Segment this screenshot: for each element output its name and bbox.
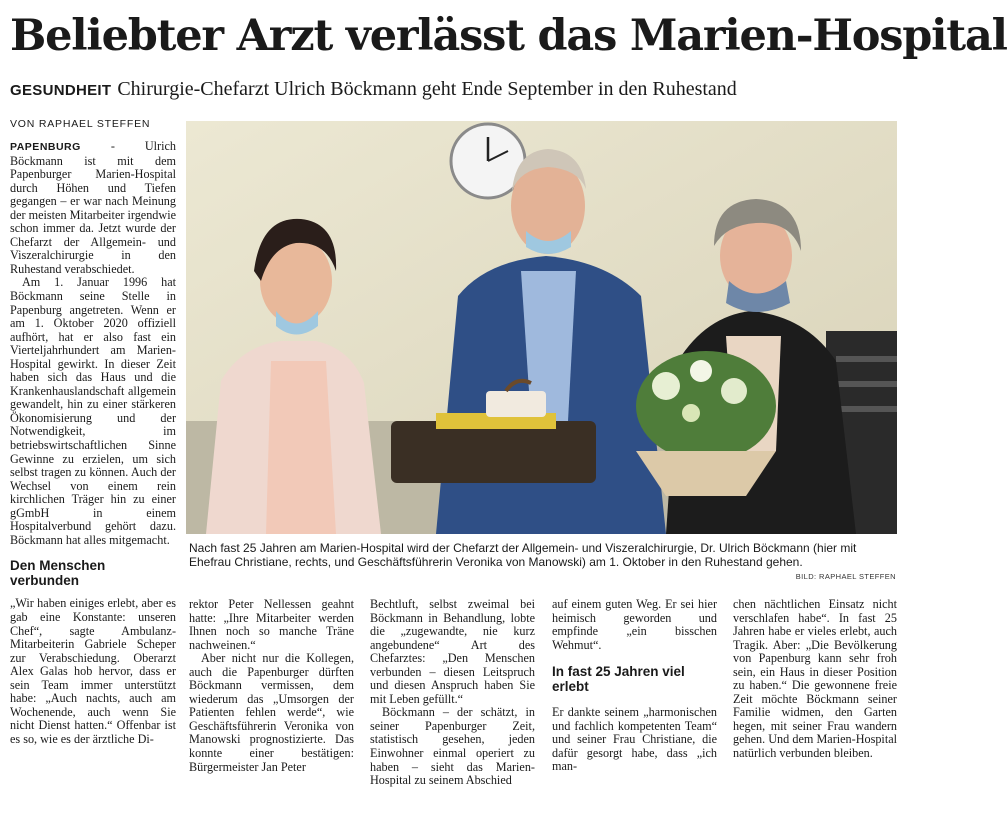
byline: VON RAPHAEL STEFFEN [10, 118, 151, 130]
kicker: GESUNDHEIT [10, 82, 112, 99]
paragraph: Böckmann – der schätzt, in seiner Papenburger Zeit, statistisch gesehen, jeden Einwohner einmal operiert zu haben – sieht das Marien-Hospital zu seinem Abschied [370, 705, 535, 788]
paragraph: auf einem guten Weg. Er sei hier heimisch geworden und empfinde „ein bisschen Wehmut“. [552, 597, 717, 652]
column-3 [370, 598, 535, 818]
subline-text: Chirurgie-Chefarzt Ulrich Böckmann geht Ende September in den Ruhestand [117, 78, 737, 100]
paragraph: Am 1. Januar 1996 hat Böckmann seine Stelle in Papenburg angetreten. Wenn er am 1. Oktober 2020 offiziell aufhört, hat er also fast ein Vierteljahrhundert am Marien-Hospital gewirkt. In dieser Zeit haben sich das Haus und die Krankenhauslandschaft allgemein gewandelt, hin zu einer stärkeren Ökonomisierung und der Notwendigkeit, im betriebswirtschaftlichen Sinne Gewinne zu erzielen, um sich selbst tragen zu können. Auch der Wechsel von einem rein kirchlichen Träger hin zu einer gGmbH in einem Hospitalverbund gehört dazu. Böckmann hat alles mitgemacht. [10, 275, 176, 547]
paragraph [10, 140, 176, 276]
paragraph: rektor Peter Nellessen geahnt hatte: „Ihre Mitarbeiter werden Ihnen noch so manche Träne nachweinen.“ [189, 597, 354, 652]
subhead: Den Menschen verbunden [10, 558, 106, 589]
paragraph: chen nächtlichen Einsatz nicht verschlafen habe“. In fast 25 Jahren habe er vieles erlebt, auch Tragik. Aber: „Die Bevölkerung von Papenburg kann sehr froh sein, ein Haus in dieser Position zu haben.“ Die gewonnene freie Zeit möchte Böckmann seiner Familie widmen, den Garten hegen, mit seiner Frau wandern gehen. Und dem Marien-Hospital natürlich verbunden bleiben. [733, 597, 897, 761]
paragraph: „Wir haben einiges erlebt, aber es gab eine Konstante: unseren Chef“, sagte Ambulanz-Mitarbeiterin Gabriele Scheper zur Verabschiedung. Oberarzt Alex Galas hob hervor, dass er sein Team immer unterstützt habe: „Auch nachts, auch am Wochenende, auch wenn Sie nicht Dienst hatten.“ Offenbar ist es so, wie es der ärztliche Di- [10, 596, 176, 746]
photo-caption: Nach fast 25 Jahren am Marien-Hospital wird der Chefarzt der Allgemein- und Viszeralchirurgie, Dr. Ulrich Böckmann (hier mit Ehefrau Christiane, rechts, und Geschäftsführerin Veronika von Manowski) am 1. Oktober in den Ruhestand gehen. [189, 541, 857, 569]
paragraph-text: - Ulrich Böckmann ist mit dem Papenburger Marien-Hospital durch Höhen und Tiefen gegangen – er war nach Meinung der meisten Mitarbeiter irgendwie schon immer da. Jetzt wurde der Chefarzt der Allgemein- und Viszeralchirurgie in den Ruhestand verabschiedet. [10, 139, 176, 276]
subline [10, 76, 737, 104]
article-photo [186, 121, 897, 534]
paragraph: Bechtluft, selbst zweimal bei Böckmann in Behandlung, lobte die „zugewandte, nie kurz angebundene“ Art des Chefarztes: „Den Menschen verbunden – diesen Leitspruch und diesen Anspruch haben Sie mit Leben gefüllt.“ [370, 597, 535, 706]
column-4 [552, 598, 717, 818]
headline: Beliebter Arzt verlässt das Marien-Hospital [10, 11, 1007, 61]
subhead: In fast 25 Jahren viel erlebt [552, 664, 685, 695]
location: PAPENBURG [10, 141, 81, 153]
paragraph: Aber nicht nur die Kollegen, auch die Papenburger dürften Böckmann vermissen, dem wiederum das „Umsorgen der Patienten fehlen werde“, wie Geschäftsführerin Veronika von Manowski prognostizierte. Das konnte einer bestätigen: Bürgermeister Jan Peter [189, 651, 354, 774]
column-1 [10, 140, 176, 818]
clock-icon [451, 124, 525, 198]
column-5 [733, 598, 897, 818]
paragraph: Er dankte seinem „harmonischen und fachlich kompetenten Team“ und seiner Frau Christiane, die dafür gesorgt habe, dass „ich man- [552, 705, 717, 774]
photo-credit: BILD: RAPHAEL STEFFEN [795, 572, 896, 581]
column-2 [189, 598, 354, 818]
